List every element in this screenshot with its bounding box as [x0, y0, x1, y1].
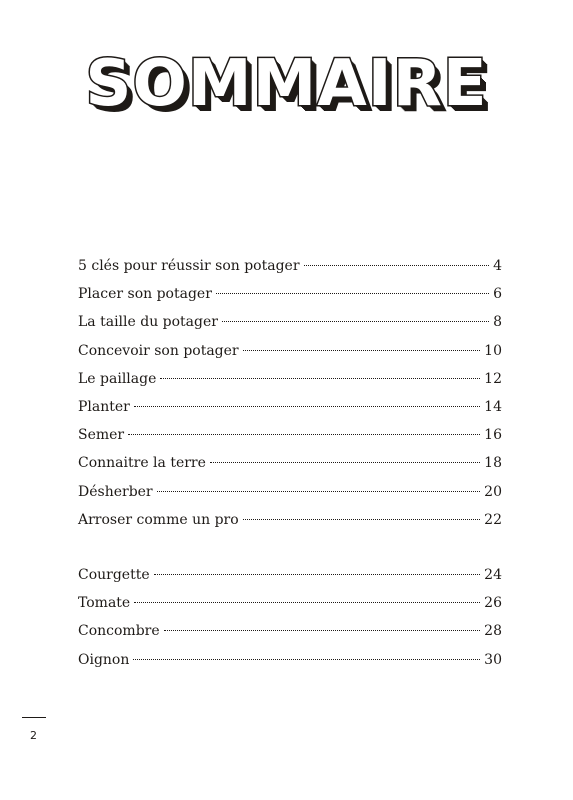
toc-entry [78, 589, 502, 617]
toc-entry [78, 252, 502, 280]
toc-leader-dots [128, 434, 480, 435]
toc-entry [78, 449, 502, 477]
toc-leader-dots [210, 462, 480, 463]
toc-entry-page: 8 [493, 314, 502, 331]
toc-entry-label: Semer [78, 427, 125, 444]
toc-entry [78, 506, 502, 534]
footer-rule [22, 717, 46, 718]
toc-leader-dots [134, 406, 480, 407]
toc-entry-label: Le paillage [78, 370, 157, 387]
table-of-contents-vegetables [78, 561, 502, 674]
toc-entry [78, 646, 502, 674]
toc-entry-page: 14 [484, 398, 502, 415]
toc-entry-page: 12 [484, 370, 502, 387]
toc-entry [78, 280, 502, 308]
toc-entry-label: Concombre [78, 623, 160, 640]
toc-leader-dots [216, 293, 489, 294]
toc-entry-label: Connaitre la terre [78, 455, 206, 472]
toc-entry-label: La taille du potager [78, 314, 218, 331]
toc-leader-dots [164, 630, 481, 631]
toc-entry-label: Oignon [78, 651, 130, 668]
toc-entry [78, 393, 502, 421]
toc-entry-label: Placer son potager [78, 286, 212, 303]
toc-leader-dots [243, 519, 481, 520]
table-of-contents-guides [78, 252, 502, 534]
toc-entry-page: 28 [484, 623, 502, 640]
toc-entry-page: 16 [484, 427, 502, 444]
toc-entry-page: 20 [484, 483, 502, 500]
toc-entry [78, 617, 502, 645]
toc-entry-page: 22 [484, 511, 502, 528]
toc-entry [78, 421, 502, 449]
toc-entry [78, 365, 502, 393]
toc-entry-label: Désherber [78, 483, 153, 500]
toc-entry-label: 5 clés pour réussir son potager [78, 258, 300, 274]
toc-entry-label: Planter [78, 398, 130, 415]
toc-leader-dots [222, 321, 489, 322]
toc-entry-page: 18 [484, 455, 502, 472]
page-title: SOMMAIRE [85, 47, 488, 121]
toc-leader-dots [133, 659, 480, 660]
toc-entry [78, 337, 502, 365]
toc-leader-dots [243, 350, 481, 351]
toc-leader-dots [154, 574, 481, 575]
toc-entry-page: 10 [484, 342, 502, 359]
toc-entry [78, 478, 502, 506]
toc-leader-dots [134, 602, 480, 603]
toc-entry-page: 4 [493, 258, 502, 274]
toc-entry-label: Tomate [78, 595, 131, 612]
toc-entry [78, 308, 502, 336]
toc-entry-page: 30 [484, 651, 502, 668]
toc-entry-page: 6 [493, 286, 502, 303]
toc-entry-page: 24 [484, 567, 502, 583]
toc-entry [78, 561, 502, 589]
page-number: 2 [30, 729, 37, 742]
toc-leader-dots [160, 378, 480, 379]
toc-leader-dots [157, 491, 481, 492]
toc-entry-label: Arroser comme un pro [78, 511, 239, 528]
toc-entry-page: 26 [484, 595, 502, 612]
toc-entry-label: Courgette [78, 567, 150, 583]
toc-entry-label: Concevoir son potager [78, 342, 239, 359]
toc-leader-dots [304, 265, 490, 266]
